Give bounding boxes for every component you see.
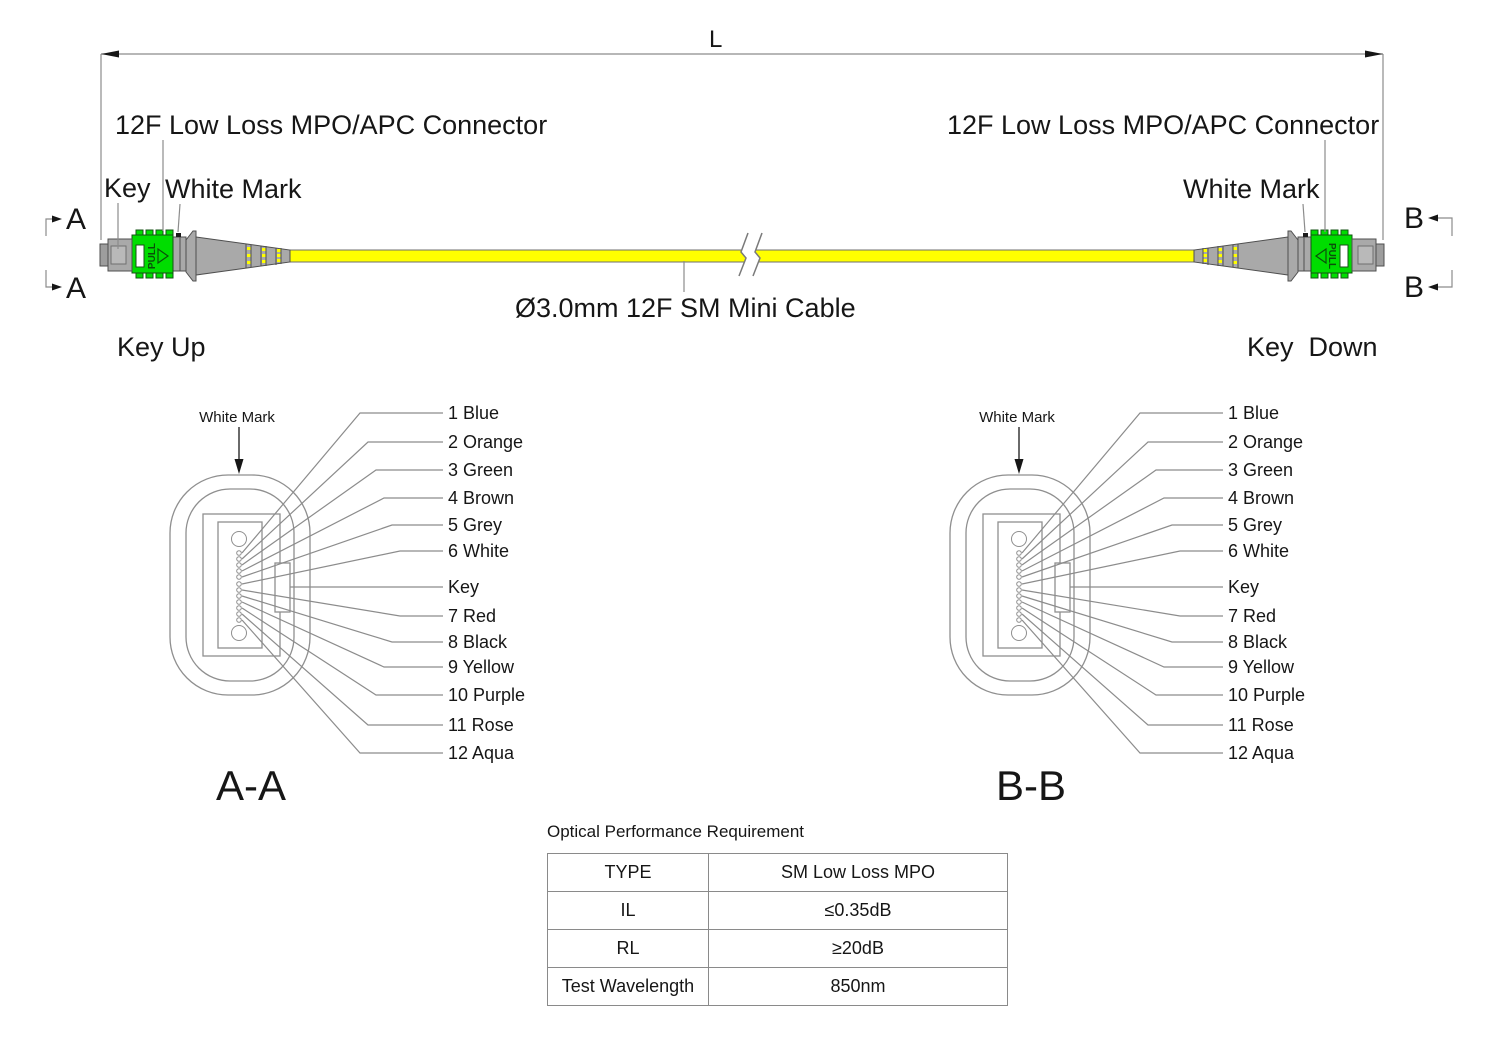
param-cell: RL [548, 930, 709, 968]
face-view-bb [950, 403, 1305, 809]
fiber-label: 8 Black [448, 632, 508, 652]
fiber-label: 1 Blue [1228, 403, 1280, 423]
table-row [548, 968, 1008, 1006]
face-view-title: A-A [215, 762, 287, 809]
face-white-mark-label: White Mark [979, 409, 1055, 426]
front-housing-inner [1358, 246, 1373, 264]
fiber-label: 7 Red [1228, 606, 1277, 626]
left-connector [100, 230, 290, 281]
key-label: Key [104, 173, 151, 203]
fiber-label: 3 Green [448, 460, 514, 480]
fiber-label: 6 White [1228, 541, 1290, 561]
left-orientation-label: Key Up [117, 332, 206, 362]
face-white-mark-label: White Mark [199, 409, 275, 426]
fiber-label: 4 Brown [448, 488, 515, 508]
fiber-label: Key [1228, 577, 1260, 597]
section-b-letter: B [1403, 271, 1424, 304]
section-arrow-icon [1428, 284, 1438, 291]
fiber-label: 12 Aqua [1228, 743, 1295, 763]
ferrule-tip [1376, 244, 1384, 266]
param-cell: IL [548, 892, 709, 930]
table-row [548, 892, 1008, 930]
green-housing [132, 230, 173, 278]
white-mark-dot [1303, 233, 1308, 237]
cable-label: Ø3.0mm 12F SM Mini Cable [515, 293, 856, 323]
section-arrow-icon [1428, 215, 1438, 222]
key-tab [275, 563, 290, 612]
optical-performance-table [547, 853, 1008, 1006]
ferrule-tip [100, 244, 108, 266]
pull-label: PULL [147, 242, 158, 270]
guide-pin-hole [1012, 626, 1027, 641]
optical-performance-section [547, 822, 1005, 1006]
fiber-label: 11 Rose [448, 715, 514, 735]
fiber-label: 2 Orange [448, 432, 524, 452]
dimension-arrow-icon [1365, 51, 1383, 58]
table-title: Optical Performance Requirement [547, 822, 805, 841]
table-row [548, 930, 1008, 968]
fiber-label: 7 Red [448, 606, 497, 626]
down-arrow-icon [1015, 459, 1024, 474]
section-a-letter: A [66, 203, 87, 236]
face-view-title: B-B [995, 762, 1067, 809]
fiber-label: 1 Blue [448, 403, 500, 423]
fiber-label: 9 Yellow [448, 657, 515, 677]
value-cell: ≤0.35dB [709, 892, 1008, 930]
guide-pin-hole [232, 626, 247, 641]
param-cell: Test Wavelength [548, 968, 709, 1006]
fiber-labels [448, 403, 525, 763]
right-white-mark-label: White Mark [1183, 174, 1320, 204]
value-cell: 850nm [709, 968, 1008, 1006]
param-cell: TYPE [548, 854, 709, 892]
section-arrow-icon [52, 216, 62, 223]
value-cell: ≥20dB [709, 930, 1008, 968]
length-label: L [709, 26, 723, 53]
fiber-label: 12 Aqua [448, 743, 515, 763]
fiber-label: 8 Black [1228, 632, 1288, 652]
right-orientation-label: Key Down [1247, 332, 1378, 362]
value-cell: SM Low Loss MPO [709, 854, 1008, 892]
fiber-label: 5 Grey [448, 515, 503, 535]
fiber-label: 11 Rose [1228, 715, 1294, 735]
cable-assembly-drawing [0, 0, 1500, 380]
fiber-label: 2 Orange [1228, 432, 1304, 452]
fiber-label: 10 Purple [1228, 685, 1306, 705]
fiber-label: 10 Purple [448, 685, 526, 705]
right-connector-label: 12F Low Loss MPO/APC Connector [947, 110, 1380, 140]
white-mark-dot [176, 233, 181, 237]
housing-slot [136, 245, 144, 267]
fiber-label: 5 Grey [1228, 515, 1283, 535]
down-arrow-icon [235, 459, 244, 474]
right-connector [1194, 230, 1384, 281]
section-a-markers [46, 203, 86, 305]
section-a-letter: A [66, 272, 87, 305]
table-row [548, 854, 1008, 892]
connector-face-views [0, 380, 1500, 810]
guide-pin-hole [232, 532, 247, 547]
dimension-arrow-icon [101, 51, 119, 58]
section-arrow-icon [52, 284, 62, 291]
fiber-label: 6 White [448, 541, 510, 561]
left-white-mark-label: White Mark [165, 174, 302, 204]
boot-bell [186, 231, 196, 281]
left-connector-label: 12F Low Loss MPO/APC Connector [115, 110, 548, 140]
boot-bell [1288, 231, 1298, 281]
fiber-label: 3 Green [1228, 460, 1294, 480]
face-view-aa [170, 403, 525, 809]
housing-slot [1340, 245, 1348, 267]
pull-label: PULL [1326, 242, 1337, 270]
section-b-markers [1404, 202, 1452, 304]
fiber-label: 4 Brown [1228, 488, 1295, 508]
fiber-label: 9 Yellow [1228, 657, 1295, 677]
fiber-label: Key [448, 577, 480, 597]
key-tab [1055, 563, 1070, 612]
section-b-letter: B [1403, 202, 1424, 235]
guide-pin-hole [1012, 532, 1027, 547]
assembly-labels [104, 110, 1379, 362]
fiber-labels [1228, 403, 1305, 763]
